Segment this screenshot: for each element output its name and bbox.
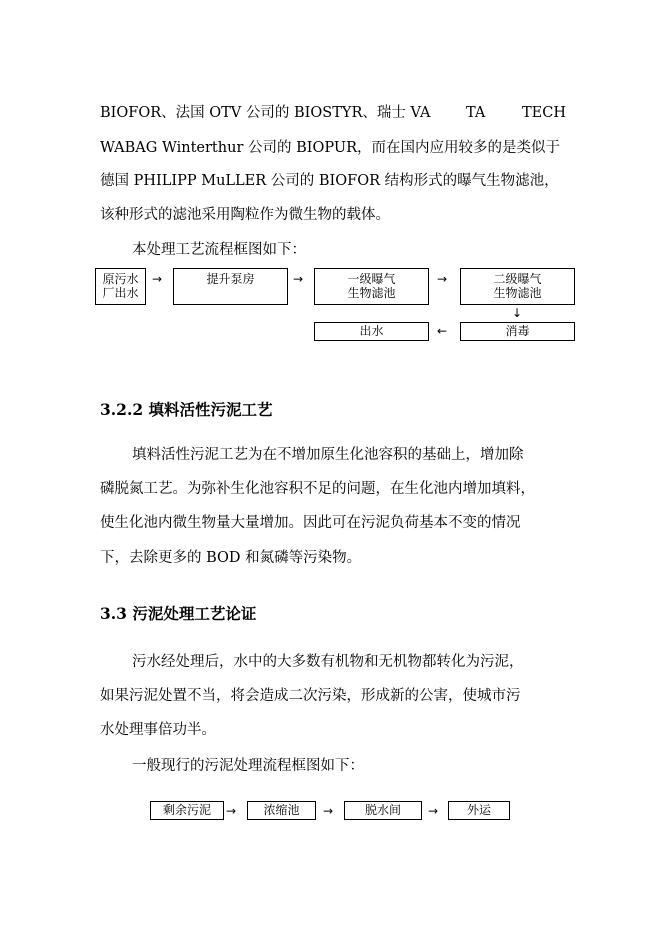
flow-box-stage1-biofilter xyxy=(314,268,429,305)
arrow-right-icon: → xyxy=(152,272,163,286)
intro-line-1 xyxy=(100,104,430,122)
arrow-right-icon: → xyxy=(293,272,304,286)
arrow-right-icon: → xyxy=(428,804,439,818)
arrow-right-icon: → xyxy=(323,804,334,818)
section-3-3-line-2: 如果污泥处置不当，将会造成二次污染，形成新的公害，使城市污 xyxy=(100,688,521,704)
section-3-2-2-line-1: 填料活性污泥工艺为在不增加原生化池容积的基础上，增加除 xyxy=(132,447,524,463)
section-3-2-2-line-3: 使生化池内微生物量大量增加。因此可在污泥负荷基本不变的情况 xyxy=(100,515,521,531)
intro-line-5: 本处理工艺流程框图如下： xyxy=(132,242,306,258)
arrow-left-icon: ← xyxy=(437,324,448,338)
stage1-line-2: 生物滤池 xyxy=(347,286,396,300)
section-3-3-heading: 3.3 污泥处理工艺论证 xyxy=(100,604,257,623)
intro-line-2: WABAG Winterthur 公司的 BIOPUR，而在国内应用较多的是类似于 xyxy=(100,140,560,156)
stage2-line-2: 生物滤池 xyxy=(493,286,542,300)
section-3-3-line-3: 水处理事倍功半。 xyxy=(100,722,216,738)
intro-line-1-part-b: TA xyxy=(466,105,486,121)
stage1-line-1: 一级曝气 xyxy=(347,272,396,286)
section-3-2-2-line-4: 下，去除更多的 BOD 和氮磷等污染物。 xyxy=(100,550,362,566)
intro-line-3: 德国 PHILIPP MuLLER 公司的 BIOFOR 结构形式的曝气生物滤池， xyxy=(100,173,559,189)
flow-box-disinfection xyxy=(460,322,575,341)
disinfection-label: 消毒 xyxy=(505,324,530,338)
raw-water-line-1: 原污水 xyxy=(102,272,139,286)
thickener-label: 浓缩池 xyxy=(263,803,300,817)
section-3-2-2-heading: 3.2.2 填料活性污泥工艺 xyxy=(100,400,273,419)
section-3-3-line-1: 污水经处理后，水中的大多数有机物和无机物都转化为污泥， xyxy=(132,654,524,670)
intro-line-1-part-a: BIOFOR、法国 OTV 公司的 BIOSTYR、瑞士 VA xyxy=(100,105,431,121)
dewatering-label: 脱水间 xyxy=(364,803,401,817)
flow-box-pump-house xyxy=(173,268,288,305)
flow-box-effluent xyxy=(314,322,429,341)
flow-box-excess-sludge xyxy=(150,801,224,820)
effluent-label: 出水 xyxy=(359,324,384,338)
stage2-line-1: 二级曝气 xyxy=(493,272,542,286)
intro-line-1-part-c: TECH xyxy=(522,105,566,121)
outbound-label: 外运 xyxy=(466,803,491,817)
flow-box-dewatering xyxy=(344,801,422,820)
flow-box-thickener xyxy=(247,801,316,820)
flow-box-raw-water xyxy=(95,268,146,305)
flow-box-stage2-biofilter xyxy=(460,268,575,305)
intro-line-4: 该种形式的滤池采用陶粒作为微生物的载体。 xyxy=(100,207,390,223)
arrow-down-icon: ↓ xyxy=(512,306,523,320)
excess-sludge-label: 剩余污泥 xyxy=(162,803,211,817)
pump-house-label: 提升泵房 xyxy=(206,272,255,286)
flow-box-outbound xyxy=(448,801,510,820)
arrow-right-icon: → xyxy=(226,804,237,818)
raw-water-line-2: 厂出水 xyxy=(102,286,139,300)
arrow-right-icon: → xyxy=(437,272,448,286)
section-3-3-line-4: 一般现行的污泥处理流程框图如下： xyxy=(132,758,364,774)
section-3-2-2-line-2: 磷脱氮工艺。为弥补生化池容积不足的问题，在生化池内增加填料， xyxy=(100,481,535,497)
